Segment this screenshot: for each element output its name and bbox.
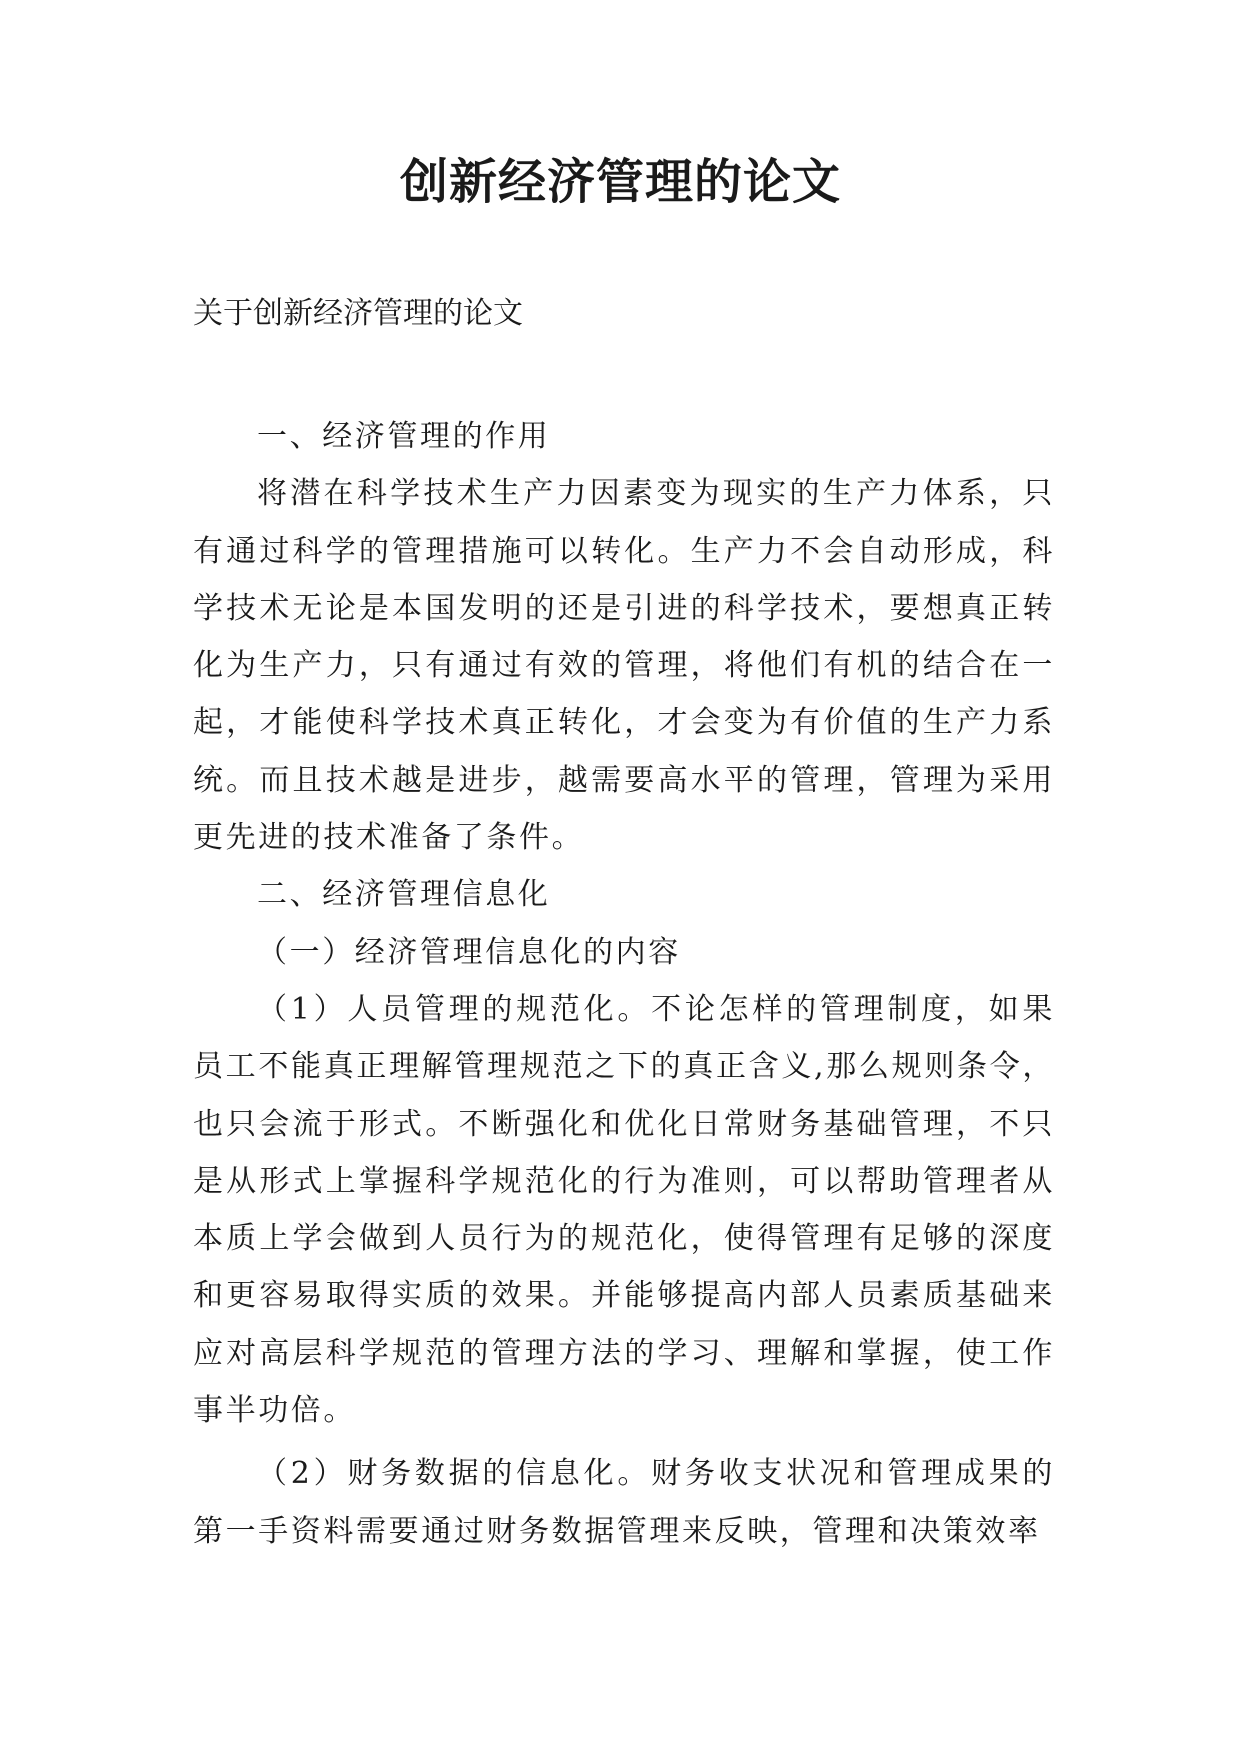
document-body [193, 408, 1055, 1560]
body-paragraph-1: 将潜在科学技术生产力因素变为现实的生产力体系，只有通过科学的管理措施可以转化。生产力不会自动形成，科学技术无论是本国发明的还是引进的科学技术，要想真正转化为生产力，只有通过有效的管理，将他们有机的结合在一起，才能使科学技术真正转化，才会变为有价值的生产力系统。而且技术越是进步，越需要高水平的管理，管理为采用更先进的技术准备了条件。 [193, 476, 1055, 856]
body-paragraph-3: （2）财务数据的信息化。财务收支状况和管理成果的第一手资料需要通过财务数据管理来反映，管理和决策效率 [193, 1456, 1055, 1549]
subsection-heading-1: （一）经济管理信息化的内容 [257, 934, 681, 970]
document-subtitle: 关于创新经济管理的论文 [193, 296, 523, 331]
document-title: 创新经济管理的论文 [399, 154, 841, 210]
section-heading-2: 二、经济管理信息化 [257, 877, 551, 913]
body-paragraph-2: （1）人员管理的规范化。不论怎样的管理制度，如果员工不能真正理解管理规范之下的真正含义,那么规则条令，也只会流于形式。不断强化和优化日常财务基础管理，不只是从形式上掌握科学规范化的行为准则，可以帮助管理者从本质上学会做到人员行为的规范化，使得管理有足够的深度和更容易取得实质的效果。并能够提高内部人员素质基础来应对高层科学规范的管理方法的学习、理解和掌握，使工作事半功倍。 [193, 991, 1055, 1429]
section-heading-1: 一、经济管理的作用 [257, 419, 551, 454]
